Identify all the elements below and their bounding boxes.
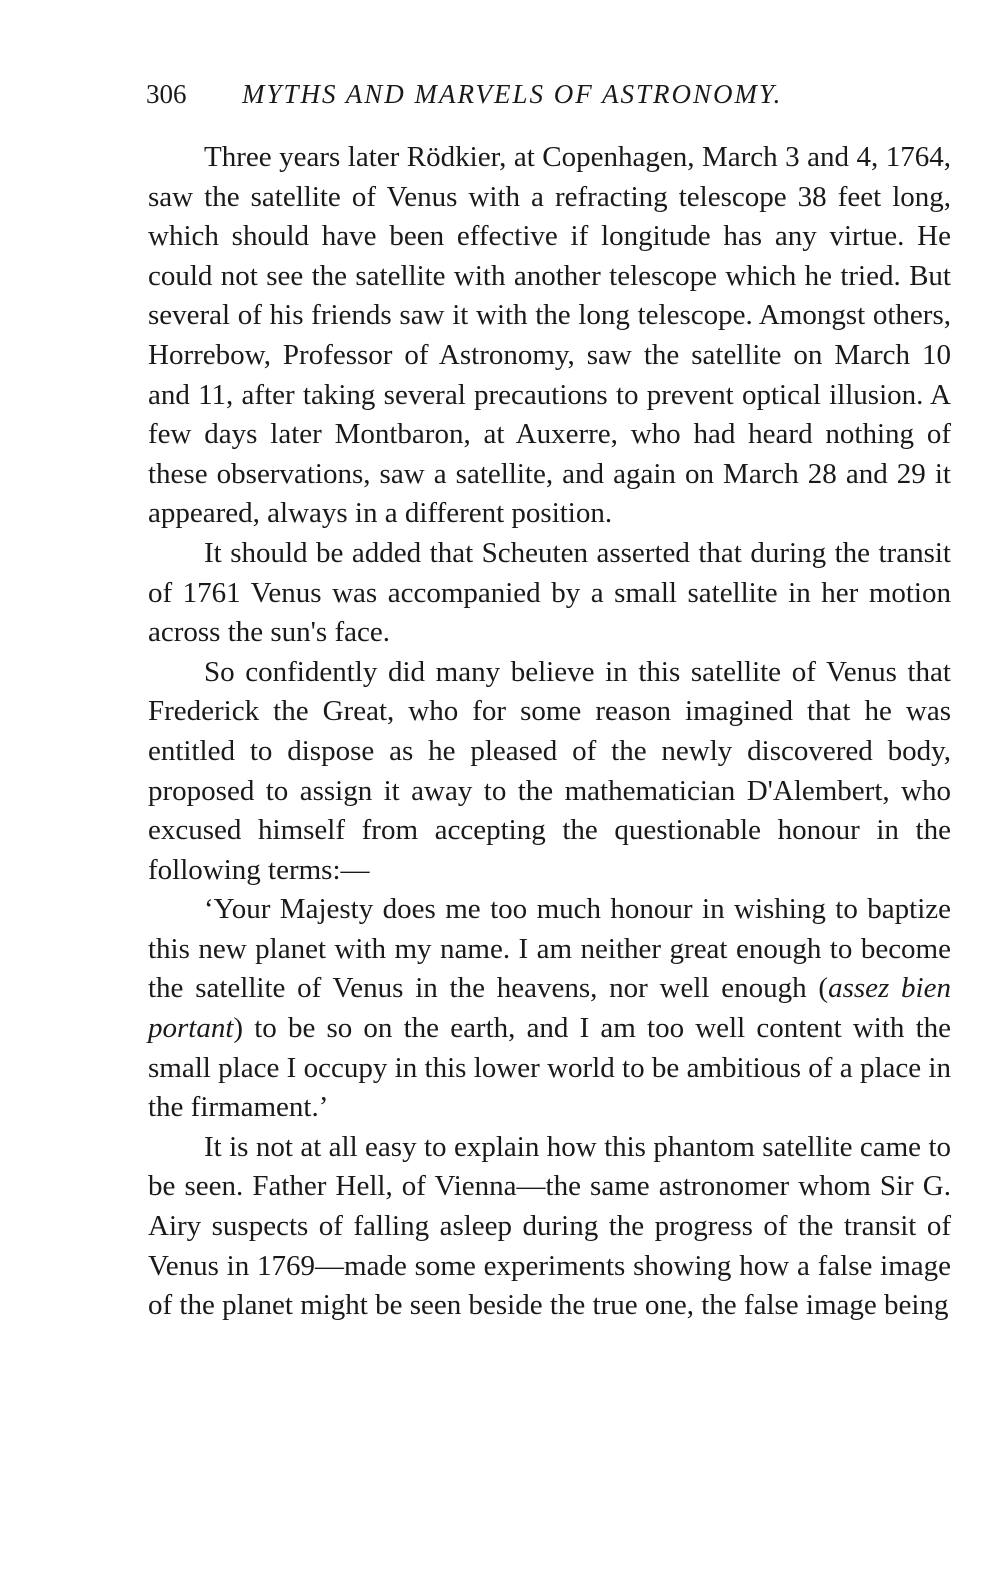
quote-text-end: ) to be so on the earth, and I am too well content with the small place I occupy in this lower world to be ambitious of a place in the firmament.’: [148, 1012, 951, 1124]
running-title: MYTHS AND MARVELS OF ASTRONOMY.: [242, 79, 783, 109]
paragraph-frederick-the-great: So confidently did many believe in this satellite of Venus that Frederick the Great, who for some reason imagined that he was entitled to dispose as he pleased of the newly discovered body, proposed to assign it away to the mathematician D'Alembert, who excused himself from accepting the questionable honour in the following terms:—: [148, 655, 951, 886]
paragraph-dalembert-quote: [148, 890, 951, 1128]
running-head: [146, 76, 906, 112]
paragraph-scheuten-assertion: It should be added that Scheuten asserted that during the transit of 1761 Venus was accompanied by a small satellite in her motion across the sun's face.: [148, 536, 951, 649]
quote-text-start: ‘Your Majesty does me too much honour in wishing to baptize this new planet with my name. I am neither great enough to become the satellite of Venus in the heavens, nor well enough (: [148, 893, 951, 1005]
body-text: [148, 138, 951, 1326]
paragraph-rodkier-observation: Three years later Rödkier, at Copenhagen, March 3 and 4, 1764, saw the satellite of Venus with a refracting telescope 38 feet long, which should have been effective if longitude has any virtue. He could not see the satellite with another telescope which he tried. But several of his friends saw it with the long telescope. Amongst others, Horrebow, Professor of Astronomy, saw the satellite on March 10 and 11, after taking several precautions to prevent optical illusion. A few days later Montbaron, at Auxerre, who had heard nothing of these observations, saw a satellite, and again on March 28 and 29 it appeared, always in a different position.: [148, 141, 951, 530]
page-number: 306: [146, 79, 187, 109]
quote-italic-phrase: assez bien portant: [148, 972, 951, 1045]
paragraph-phantom-satellite: It is not at all easy to explain how this phantom satellite came to be seen. Father Hell, of Vienna—the same astronomer whom Sir G. Airy suspects of falling asleep during the progress of the transit of Venus in 1769—made some experiments showing how a false image of the planet might be seen beside the true one, the false image being: [148, 1130, 951, 1322]
